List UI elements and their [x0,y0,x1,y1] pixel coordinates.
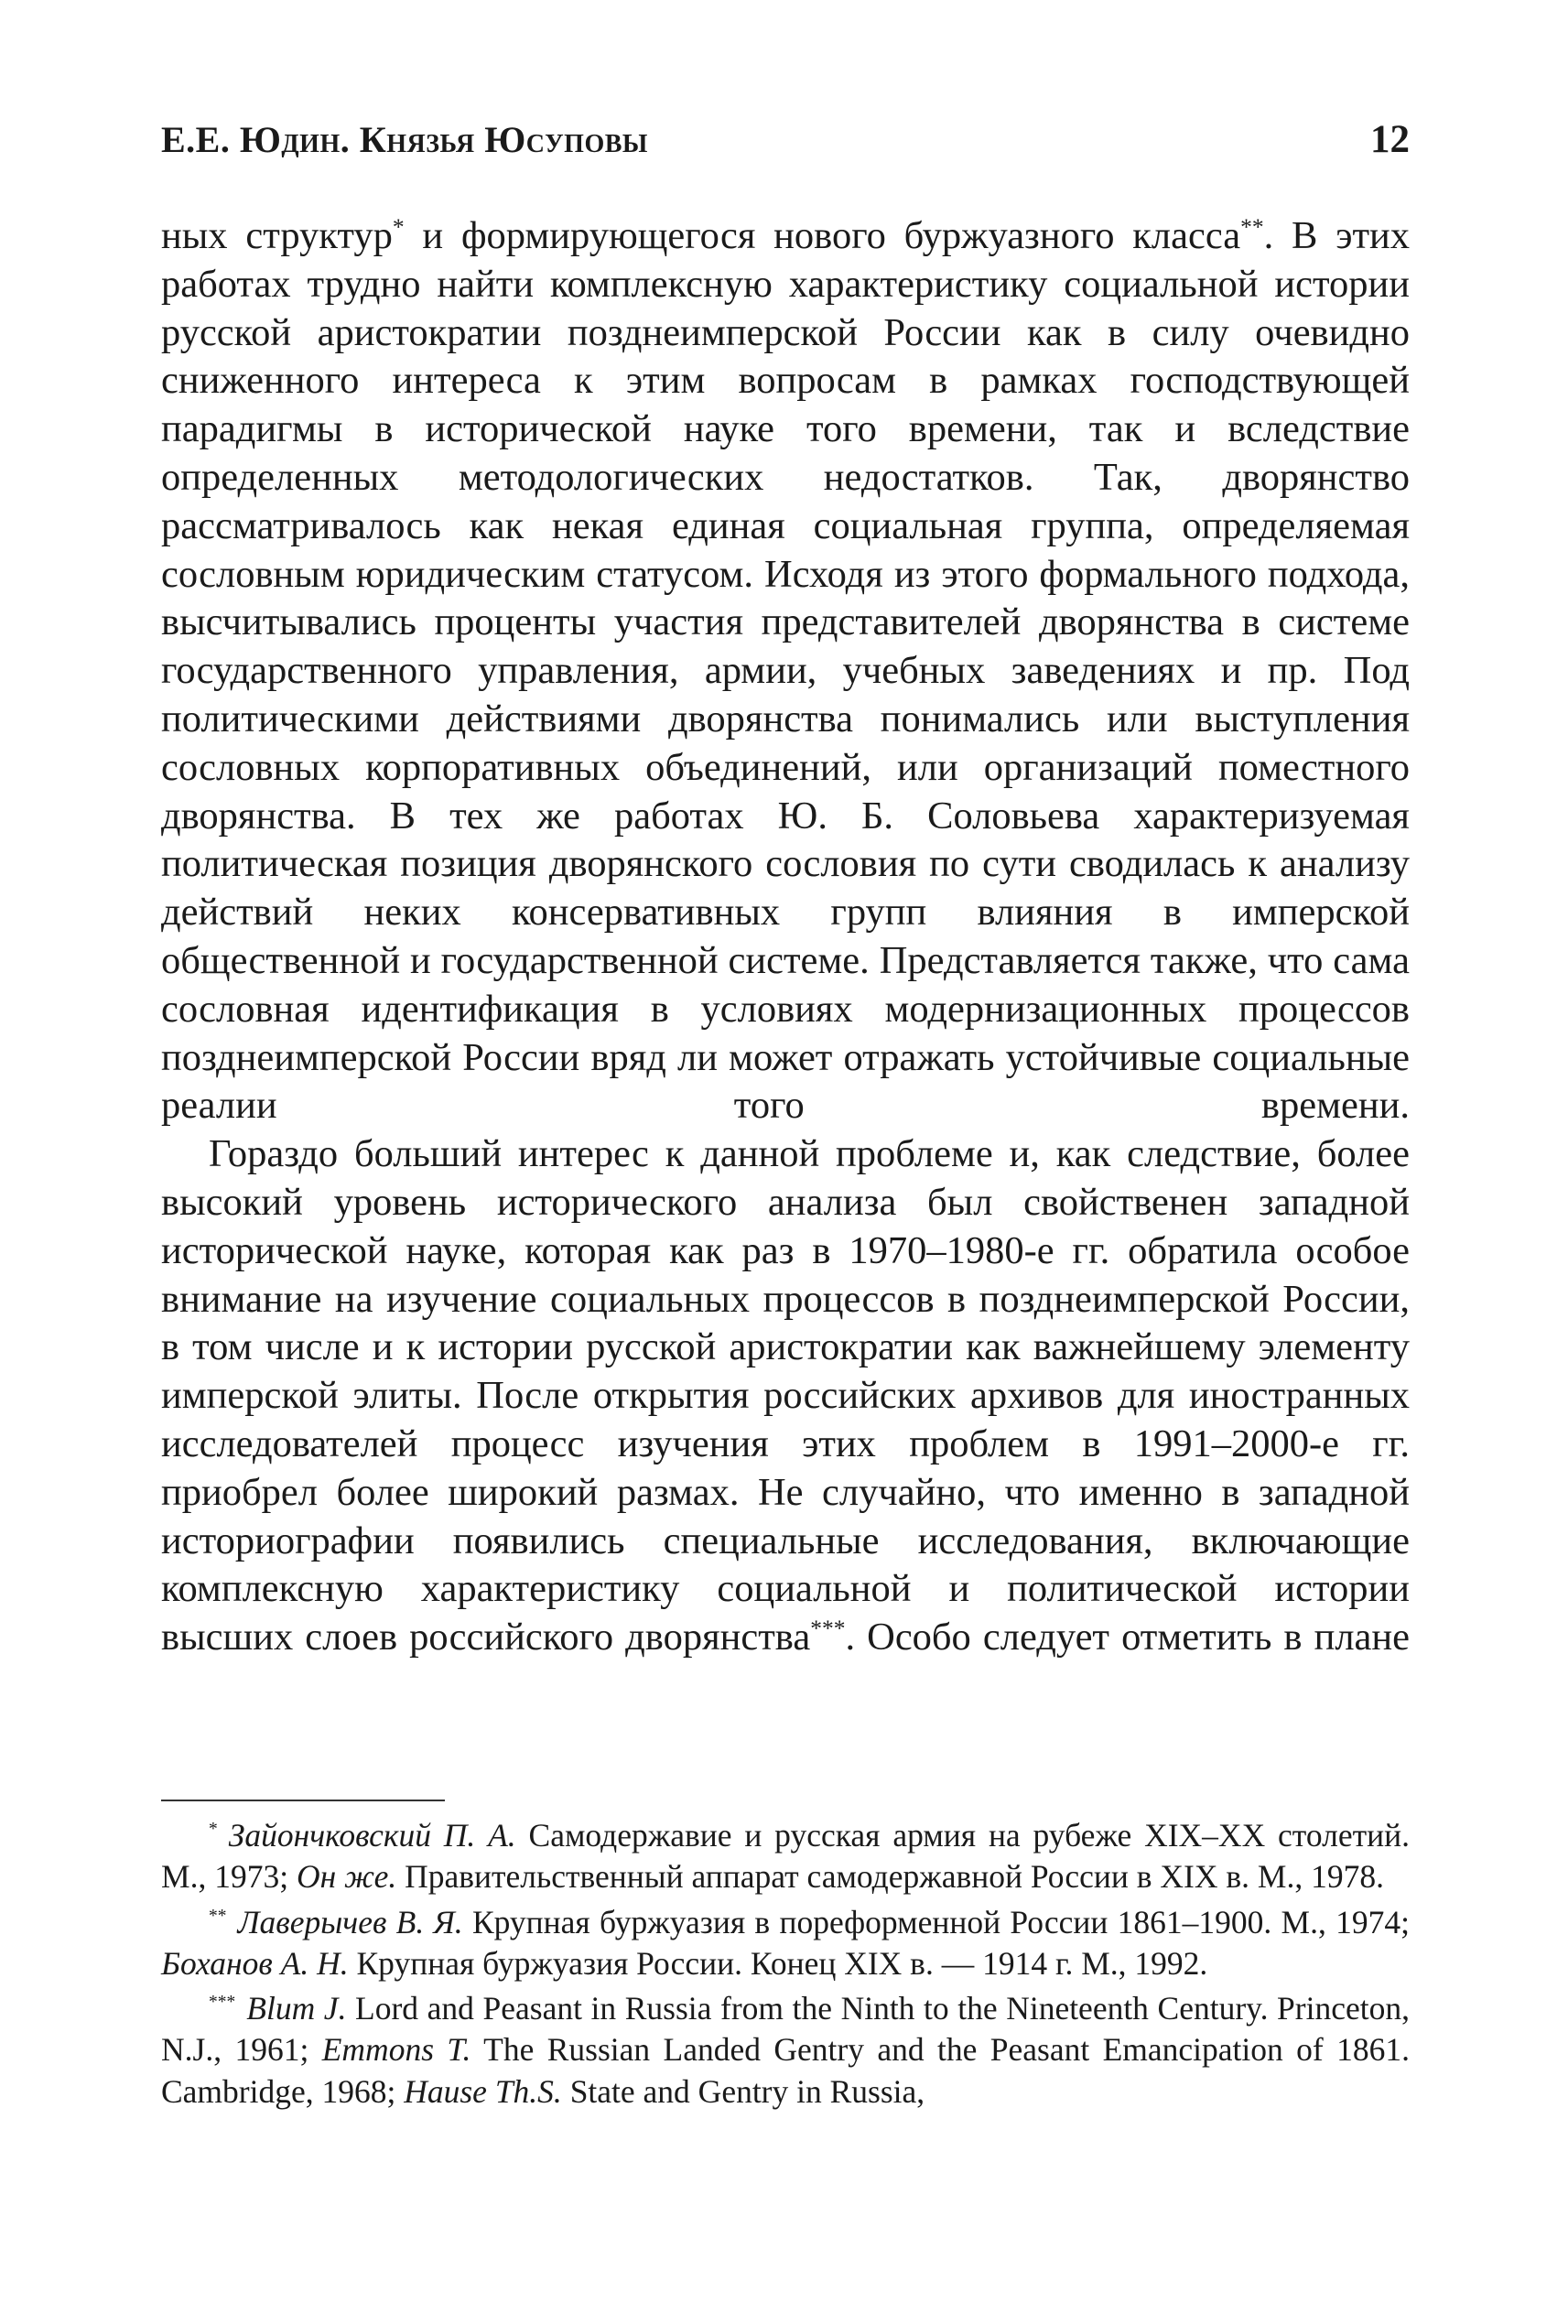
footnote-author: Зайончковский П. А. [228,1817,516,1854]
footnote-author: Боханов А. Н. [161,1944,349,1982]
footnote-text: Lord and Peasant in Russia from the Ninth to the Nineteenth Century. Princeton, N.J., 1961; [161,1990,1410,2069]
footnote-mark: *** [209,1993,236,2013]
page-header [161,117,1410,162]
paragraph-1-text-c: . В этих работах трудно найти комплексную характеристику социальной истории русской аристократии позднеимперской России как в силу очевидно сниженного интереса к этим вопросам в рамках господствующей парадигмы в исторической науке того времени, так и вследствие определенных методологических недостатков. Так, дворянство рассматривалось как некая единая социальная группа, определяемая сословным юридическим статусом. Исходя из этого формального подхода, высчитывались проценты участия представителей дворянства в системе государственного управления, армии, учебных заведениях и пр. Под политическими действиями дворянства понимались или выступления сословных корпоративных объединений, или организаций поместного дворянства. В тех же работах Ю. Б. Соловьева характеризуемая политическая позиция дворянского сословия по сути сводилась к анализу действий неких консервативных групп влияния в имперской общественной и государственной системе. Представляется также, что сама сословная идентификация в условиях модернизационных процессов позднеимперской России вряд ли может отражать устойчивые социальные реалии того времени. [161,214,1411,1128]
footnote-1 [161,1815,1410,1898]
page-number: 12 [1370,118,1410,161]
footnote-ref-3: *** [810,1614,846,1641]
paragraph-1-text-a: ных структур [161,214,393,257]
footnote-ref-1: * [392,212,405,240]
main-text [161,212,1410,1662]
footnote-ref-2: ** [1240,212,1264,240]
paragraph-1 [161,212,1410,1130]
footnote-author: Blum J. [246,1990,347,2027]
footnote-author: Лаверычев В. Я. [237,1903,463,1940]
paragraph-1-text-b: и формирующегося нового буржуазного класса [404,214,1241,257]
footnote-author: Он же. [296,1858,397,1896]
footnote-text: Крупная буржуазия в пореформенной России 1861–1900. М., 1974; [462,1903,1410,1940]
footnote-text: Самодержавие и русская армия на рубеже XIX–XX столетий. М., 1973; [161,1817,1410,1896]
footnote-mark: * [209,1820,218,1840]
running-head: Е.Е. Юдин. Князья Юсуповы [161,119,648,160]
footnote-mark: ** [209,1906,227,1926]
paragraph-2-text-a: Гораздо больший интерес к данной проблеме и, как следствие, более высокий уровень исторического анализа был свойственен западной исторической науке, которая как раз в 1970–1980-е гг. обратила особое внимание на изучение социальных процессов в позднеимперской России, в том числе и к истории русской аристократии как важнейшему элементу имперской элиты. После открытия российских архивов для иностранных исследователей процесс изучения этих проблем в 1991–2000-е гг. приобрел более широкий размах. Не случайно, что именно в западной историографии появились специальные исследования, включающие комплексную характеристику социальной и политической истории высших слоев российского дворянства [161,1132,1410,1659]
footnotes [161,1815,1410,2116]
footnote-text: Крупная буржуазия России. Конец XIX в. — 1914 г. М., 1992. [348,1944,1208,1982]
footnote-text: Правительственный аппарат самодержавной России в XIX в. М., 1978. [396,1858,1384,1896]
footnote-author: Hause Th.S. [404,2072,562,2110]
footnote-author: Emmons T. [321,2031,471,2069]
footnote-text: State and Gentry in Russia, [561,2072,925,2110]
footnote-text: The Russian Landed Gentry and the Peasant Emancipation of 1861. Cambridge, 1968; [161,2031,1410,2110]
footnote-separator [161,1800,445,1801]
footnote-2 [161,1902,1410,1985]
paragraph-2-text-b: . Особо следует отметить в плане [845,1616,1410,1659]
footnote-3 [161,1988,1410,2113]
paragraph-2 [161,1130,1410,1662]
